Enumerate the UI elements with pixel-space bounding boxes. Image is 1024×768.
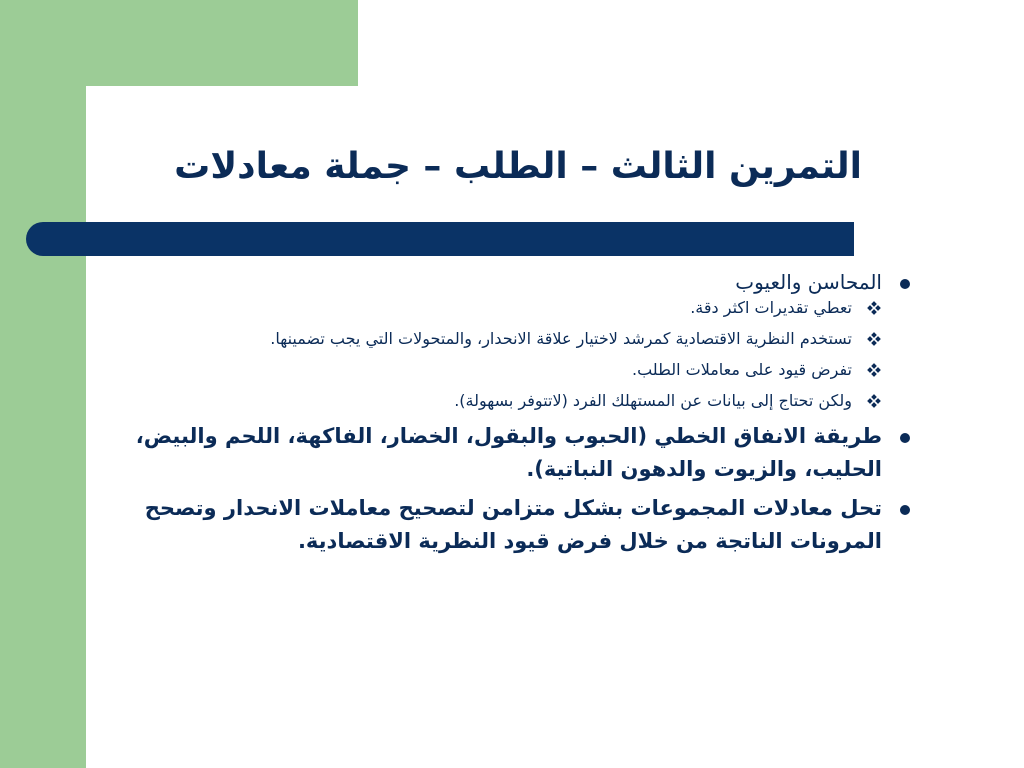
diamond-bullet-icon [868,302,880,314]
sub-bullet-text: تستخدم النظرية الاقتصادية كمرشد لاختيار علاقة الانحدار، والمتحولات التي يجب تضمينها. [270,329,852,348]
bullet-text: المحاسن والعيوب [735,270,882,294]
sub-bullet-item [110,296,882,320]
bullet-list [110,268,910,558]
bullet-dot-icon [900,505,910,515]
bullet-text: تحل معادلات المجموعات بشكل متزامن لتصحيح معاملات الانحدار وتصحح المرونات الناتجة من خلال فرض قيود النظرية الاقتصادية. [144,496,882,553]
bullet-item-simultaneous-equations [110,492,910,558]
sub-bullet-item [110,358,882,382]
slide-content [110,268,910,564]
bullet-text: طريقة الانفاق الخطي (الحبوب والبقول، الخضار، الفاكهة، اللحم والبيض، الحليب، والزيوت والدهون النباتية). [135,424,882,481]
sub-bullet-text: تفرض قيود على معاملات الطلب. [632,360,852,379]
title-underline-bar [26,222,854,256]
sub-bullet-text: تعطي تقديرات اكثر دقة. [690,298,852,317]
diamond-bullet-icon [868,395,880,407]
green-left-strip [0,0,86,768]
diamond-bullet-icon [868,364,880,376]
bullet-dot-icon [900,433,910,443]
bullet-item-pros-cons [110,268,910,413]
diamond-bullet-icon [868,333,880,345]
sub-bullet-text: ولكن تحتاج إلى بيانات عن المستهلك الفرد (لاتتوفر بسهولة). [454,391,852,410]
slide-title: التمرين الثالث – الطلب – جملة معادلات [174,146,862,187]
sub-bullet-item [110,389,882,413]
bullet-item-linear-expenditure [110,420,910,486]
sub-bullet-item [110,327,882,351]
sub-bullet-list [110,296,882,413]
bullet-dot-icon [900,279,910,289]
